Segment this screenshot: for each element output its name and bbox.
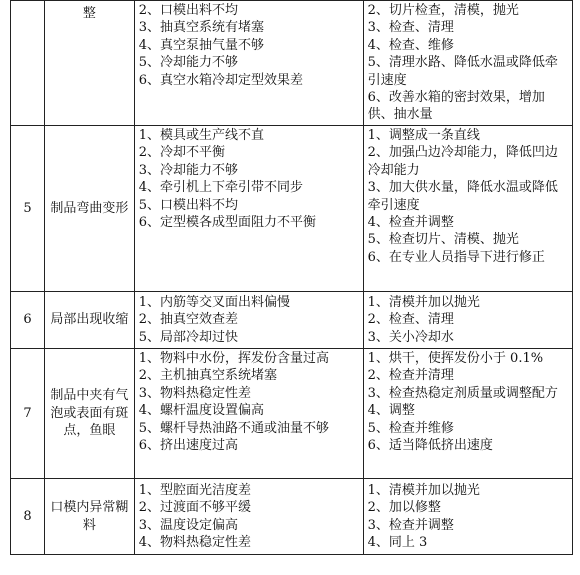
- remedies-cell: [363, 1, 572, 126]
- cause-line: 4、物料热稳定性差: [138, 534, 251, 550]
- remedy-line: 2、检查、清理: [367, 312, 454, 328]
- cause-line: 2、抽真空效查差: [138, 312, 238, 328]
- cause-line: 6、挤出速度过高: [138, 438, 238, 454]
- problem-cell: 整: [45, 1, 135, 126]
- cause-line: 2、过渡面不够平缓: [138, 500, 251, 516]
- problem-cell: 局部出现收缩: [45, 292, 135, 349]
- cause-line: 1、模具或生产线不直: [138, 128, 264, 143]
- remedy-line: 5、检查切片、清模、抛光: [367, 232, 519, 248]
- remedies-cell: [363, 126, 572, 292]
- cause-line: 4、真空泵抽气量不够: [138, 37, 264, 53]
- remedies-cell: [363, 479, 572, 555]
- remedy-line: 2、切片检查，清模，抛光: [367, 3, 519, 18]
- cause-line: 5、冷却能力不够: [138, 55, 238, 71]
- remedy-line: 3、加大供水量，降低水温或降低牵引速度: [367, 180, 558, 213]
- remedies-cell: [363, 349, 572, 479]
- cause-line: 5、螺杆导热油路不通或油量不够: [138, 420, 329, 436]
- causes-cell: [134, 1, 363, 126]
- cause-line: 1、内筋等交叉面出料偏慢: [138, 294, 290, 310]
- cause-line: 4、螺杆温度设置偏高: [138, 403, 264, 419]
- table-row: [11, 479, 573, 555]
- remedy-line: 4、同上 3: [367, 534, 428, 550]
- row-number: 8: [11, 479, 45, 555]
- remedy-line: 6、改善水箱的密封效果，增加供、抽水量: [367, 90, 545, 123]
- remedy-line: 3、检查、清理: [367, 20, 454, 36]
- problem-cell: 制品弯曲变形: [45, 126, 135, 292]
- causes-cell: [134, 479, 363, 555]
- remedy-line: 1、清模并加以抛光: [367, 482, 480, 498]
- cause-line: 2、冷却不平衡: [138, 145, 225, 161]
- row-number: [11, 1, 45, 126]
- cause-line: 5、口模出料不均: [138, 197, 238, 213]
- remedy-line: 2、加强凸边冷却能力，降低凹边冷却能力: [367, 145, 558, 178]
- cause-line: 1、物料中水份，挥发份含量过高: [138, 351, 329, 366]
- cause-line: 2、口模出料不均: [138, 3, 238, 18]
- remedy-line: 2、检查并清理: [367, 368, 454, 384]
- remedies-cell: [363, 292, 572, 349]
- remedy-line: 4、检查、维修: [367, 37, 454, 53]
- table-row: [11, 1, 573, 126]
- causes-cell: [134, 349, 363, 479]
- remedy-line: 1、调整成一条直线: [367, 128, 480, 143]
- cause-line: 3、温度设定偏高: [138, 517, 238, 533]
- table-row: [11, 126, 573, 292]
- causes-cell: [134, 126, 363, 292]
- row-number: 7: [11, 349, 45, 479]
- remedy-line: 3、检查热稳定剂质量或调整配方: [367, 385, 558, 401]
- table-row: [11, 292, 573, 349]
- remedy-line: 6、在专业人员指导下进行修正: [367, 249, 545, 265]
- remedy-line: 6、适当降低挤出速度: [367, 438, 493, 454]
- remedy-line: 3、关小冷却水: [367, 329, 454, 345]
- causes-cell: [134, 292, 363, 349]
- remedy-line: 1、清模并加以抛光: [367, 294, 480, 310]
- remedy-line: 5、检查并维修: [367, 420, 454, 436]
- remedy-line: 4、检查并调整: [367, 215, 454, 231]
- cause-line: 3、冷却能力不够: [138, 162, 238, 178]
- cause-line: 1、型腔面光洁度差: [138, 482, 251, 498]
- row-number: 6: [11, 292, 45, 349]
- row-number: 5: [11, 126, 45, 292]
- cause-line: 4、牵引机上下牵引带不同步: [138, 180, 303, 196]
- remedy-line: 5、清理水路、降低水温或降低牵引速度: [367, 55, 558, 88]
- remedy-line: 3、检查并调整: [367, 517, 454, 533]
- remedy-line: 2、加以修整: [367, 500, 441, 516]
- remedy-line: 4、调整: [367, 403, 415, 419]
- problem-cell: 制品中夹有气泡或表面有斑点，鱼眼: [45, 349, 135, 479]
- cause-line: 2、主机抽真空系统堵塞: [138, 368, 277, 384]
- problem-cell: 口模内异常糊料: [45, 479, 135, 555]
- cause-line: 6、真空水箱冷却定型效果差: [138, 72, 303, 88]
- cause-line: 3、抽真空系统有堵塞: [138, 20, 264, 36]
- cause-line: 3、物料热稳定性差: [138, 385, 251, 401]
- defect-remedy-table: [10, 0, 573, 555]
- remedy-line: 1、烘干，使挥发份小于 0.1%: [367, 351, 544, 366]
- cause-line: 5、局部冷却过快: [138, 329, 238, 345]
- table-row: [11, 349, 573, 479]
- cause-line: 6、定型模各成型面阻力不平衡: [138, 215, 316, 231]
